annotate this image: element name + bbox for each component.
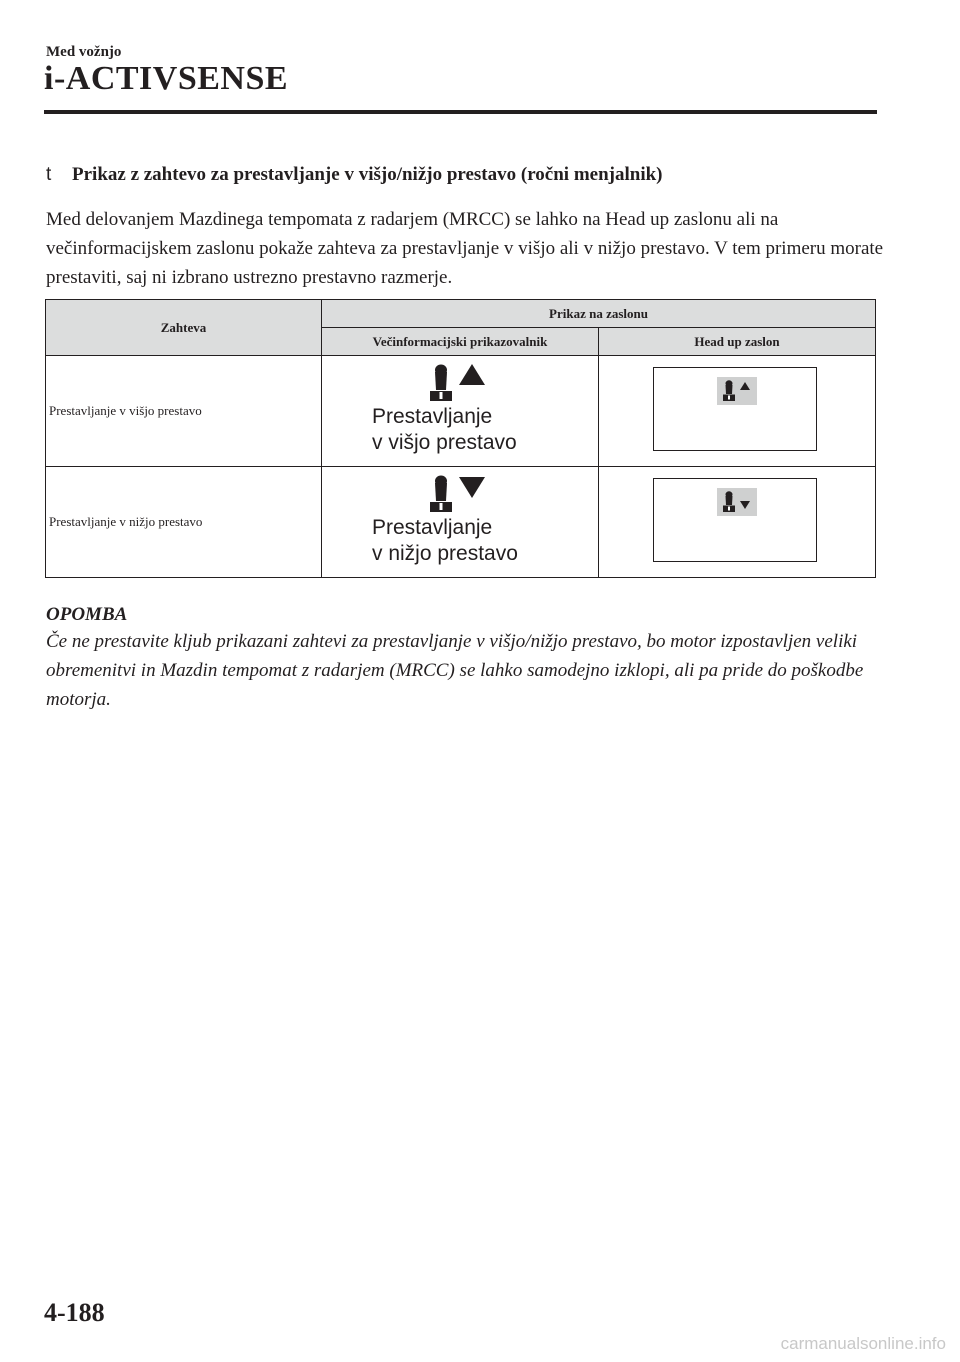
multi-info-display <box>322 467 599 578</box>
md-text-line1: Prestavljanje <box>372 405 493 428</box>
hud-display <box>599 356 876 467</box>
table-row <box>46 356 876 467</box>
md-text-line1: Prestavljanje <box>372 516 493 539</box>
header-rule <box>44 110 877 114</box>
md-text-line2: v nižjo prestavo <box>372 542 518 565</box>
hud-frame <box>653 478 817 562</box>
hud-shift-down-indicator <box>717 488 757 516</box>
request-label: Prestavljanje v nižjo prestavo <box>46 467 322 578</box>
bullet-marker: t <box>46 164 52 185</box>
header-request: Zahteva <box>46 300 322 356</box>
note-body: Če ne prestavite kljub prikazani zahtevi za prestavljanje v višjo/nižjo prestavo, bo motor izpostavljen veliki obremenitvi in Mazdin tempomat z radarjem (MRCC) se lahko samodejno izklopi, ali pa pride do poškodbe motorja. <box>46 631 864 710</box>
hud-shift-up-indicator <box>717 377 757 405</box>
section-label: Med vožnjo <box>46 44 122 60</box>
header-multi-info: Večinformacijski prikazovalnik <box>322 328 599 356</box>
hud-shift-down-icon <box>721 491 753 513</box>
note-title: OPOMBA <box>46 604 128 625</box>
md-text-line2: v višjo prestavo <box>372 431 517 454</box>
request-label: Prestavljanje v višjo prestavo <box>46 356 322 467</box>
table-row <box>46 467 876 578</box>
page-number: 4-188 <box>44 1298 105 1327</box>
header-display: Prikaz na zaslonu <box>322 300 876 328</box>
header-hud: Head up zaslon <box>599 328 876 356</box>
shift-up-icon <box>424 364 490 402</box>
body-paragraph: Med delovanjem Mazdinega tempomata z radarjem (MRCC) se lahko na Head up zaslonu ali na večinformacijskem zaslonu pokaže zahteva za prestavljanje v višjo ali v nižjo prestavo. V tem primeru morate prestaviti, saj ni izbrano ustrezno prestavno razmerje. <box>46 209 884 288</box>
watermark: carmanualsonline.info <box>780 1334 946 1353</box>
chapter-title: i-ACTIVSENSE <box>44 60 289 97</box>
hud-shift-up-icon <box>721 380 753 402</box>
shift-request-table <box>45 299 876 578</box>
subheading <box>46 164 663 186</box>
hud-frame <box>653 367 817 451</box>
hud-display <box>599 467 876 578</box>
shift-down-icon <box>424 475 490 513</box>
multi-info-display <box>322 356 599 467</box>
subheading-text: Prikaz z zahtevo za prestavljanje v višjo/nižjo prestavo (ročni menjalnik) <box>72 164 663 185</box>
